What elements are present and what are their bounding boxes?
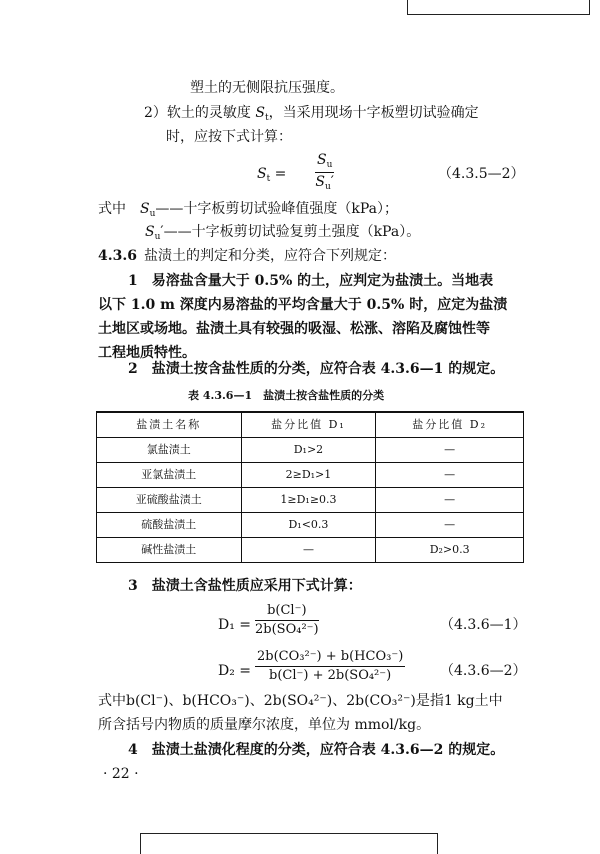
section-title: 盐渍土的判定和分类，应符合下列规定：: [143, 248, 396, 264]
rule-1-line3: 土地区或场地。盐渍土具有较强的吸湿、松涨、溶陷及腐蚀性等: [98, 321, 490, 337]
def1-text: ——十字板剪切试验峰值强度（kPa）；: [155, 201, 399, 217]
table-header-cell: 盐分比值 D₁: [241, 412, 376, 438]
table-cell: —: [241, 538, 376, 563]
def2-symbol: S: [145, 224, 155, 240]
salt-classification-table: [96, 411, 524, 563]
rule-1-line4: 工程地质特性。: [98, 345, 196, 361]
rule-1-line1: 1 易溶盐含量大于 0.5% 的土，应判定为盐渍土。当地表: [128, 273, 494, 289]
eq3-numerator: 2b(CO₃²⁻) + b(HCO₃⁻): [255, 649, 405, 667]
rule-1-line2: 以下 1.0 m 深度内易溶盐的平均含量大于 0.5% 时，应定为盐渍: [98, 297, 508, 313]
eq1-lhs-symbol: S: [257, 166, 267, 182]
eq1-num-sub: u: [326, 160, 333, 170]
table-cell: 硫酸盐渍土: [97, 513, 242, 538]
eq2-numerator: b(Cl⁻): [255, 603, 319, 621]
table-cell: —: [376, 438, 524, 463]
table-row: [97, 463, 524, 488]
bottom-margin-box: [140, 833, 438, 854]
table-cell: 碱性盐渍土: [97, 538, 242, 563]
eq-4-3-6-2-fraction: [255, 649, 405, 685]
table-caption: 表 4.3.6—1 盐渍土按含盐性质的分类: [188, 389, 385, 402]
def-lead: 式中: [98, 201, 126, 217]
eq-4-3-6-2-label: （4.3.6—2）: [440, 663, 527, 679]
table-cell: D₁>2: [241, 438, 376, 463]
def2-sub: u: [154, 232, 161, 242]
item-2-line1: 2）软土的灵敏度 $S_t$，当采用现场十字板塑切试验确定: [144, 105, 479, 123]
eq-4-3-5-2-fraction: [315, 152, 334, 194]
page-number: · 22 ·: [103, 766, 139, 782]
eq1-den-sub: u: [325, 182, 331, 193]
formula-note-line1: 式中b(Cl⁻)、b(HCO₃⁻)、2b(SO₄²⁻)、2b(CO₃²⁻)是指1 kg土中: [98, 693, 503, 709]
table-cell: —: [376, 488, 524, 513]
def2-text: ——十字板剪切试验复剪土强度（kPa）。: [163, 224, 421, 240]
table-cell: —: [376, 513, 524, 538]
para-continuation: 塑土的无侧限抗压强度。: [190, 80, 344, 96]
eq-4-3-5-2-label: （4.3.5—2）: [438, 166, 525, 182]
def2-prime: ′: [160, 224, 164, 240]
eq1-den-prime: ′: [330, 174, 334, 191]
rule-4: 4 盐渍土盐渍化程度的分类，应符合表 4.3.6—2 的规定。: [128, 742, 505, 758]
table-cell: 氯盐渍土: [97, 438, 242, 463]
eq2-denominator: 2b(SO₄²⁻): [255, 622, 319, 638]
eq1-den-symbol: S: [315, 174, 325, 191]
table-cell: 亚氯盐渍土: [97, 463, 242, 488]
formula-note-line2: 所含括号内物质的质量摩尔浓度，单位为 mmol/kg。: [98, 717, 431, 733]
eq-4-3-6-1-label: （4.3.6—1）: [440, 617, 527, 633]
item-2-text-b: ，当采用现场十字板塑切试验确定: [268, 105, 479, 121]
table-cell: D₂>0.3: [376, 538, 524, 563]
table-cell: —: [376, 463, 524, 488]
definition-su-prime: [145, 224, 420, 243]
item-2-line2: 时，应按下式计算：: [166, 129, 292, 145]
table-header-cell: 盐分比值 D₂: [376, 412, 524, 438]
eq-4-3-5-2-lhs: $S_t$ =: [257, 166, 287, 184]
eq3-denominator: b(Cl⁻) + 2b(SO₄²⁻): [269, 668, 392, 684]
eq1-lhs-sub: t: [266, 174, 271, 184]
top-margin-box: [407, 0, 590, 15]
section-4-3-6: [98, 248, 396, 266]
rule-2: 2 盐渍土按含盐性质的分类，应符合表 4.3.6—1 的规定。: [128, 361, 505, 377]
table-header-row: [97, 412, 524, 438]
table-row: [97, 538, 524, 563]
table-row: [97, 488, 524, 513]
table-row: [97, 438, 524, 463]
eq-4-3-6-2-lhs: D₂ =: [218, 663, 252, 679]
table-header-cell: 盐渍土名称: [97, 412, 242, 438]
eq-4-3-6-1-lhs: D₁ =: [218, 617, 252, 633]
eq1-num-symbol: S: [317, 152, 327, 168]
definition-su: [98, 201, 398, 220]
item-2-text-a: 2）软土的灵敏度: [144, 105, 256, 121]
section-number: 4.3.6: [98, 248, 137, 264]
eq-4-3-6-1-fraction: [255, 603, 319, 639]
rule-3: 3 盐渍土含盐性质应采用下式计算：: [128, 578, 362, 594]
table-row: [97, 513, 524, 538]
table-cell: 2≥D₁>1: [241, 463, 376, 488]
table-cell: 1≥D₁≥0.3: [241, 488, 376, 513]
def1-sub: u: [149, 209, 156, 219]
table-cell: 亚硫酸盐渍土: [97, 488, 242, 513]
table-cell: D₁<0.3: [241, 513, 376, 538]
def1-symbol: S: [140, 201, 150, 217]
